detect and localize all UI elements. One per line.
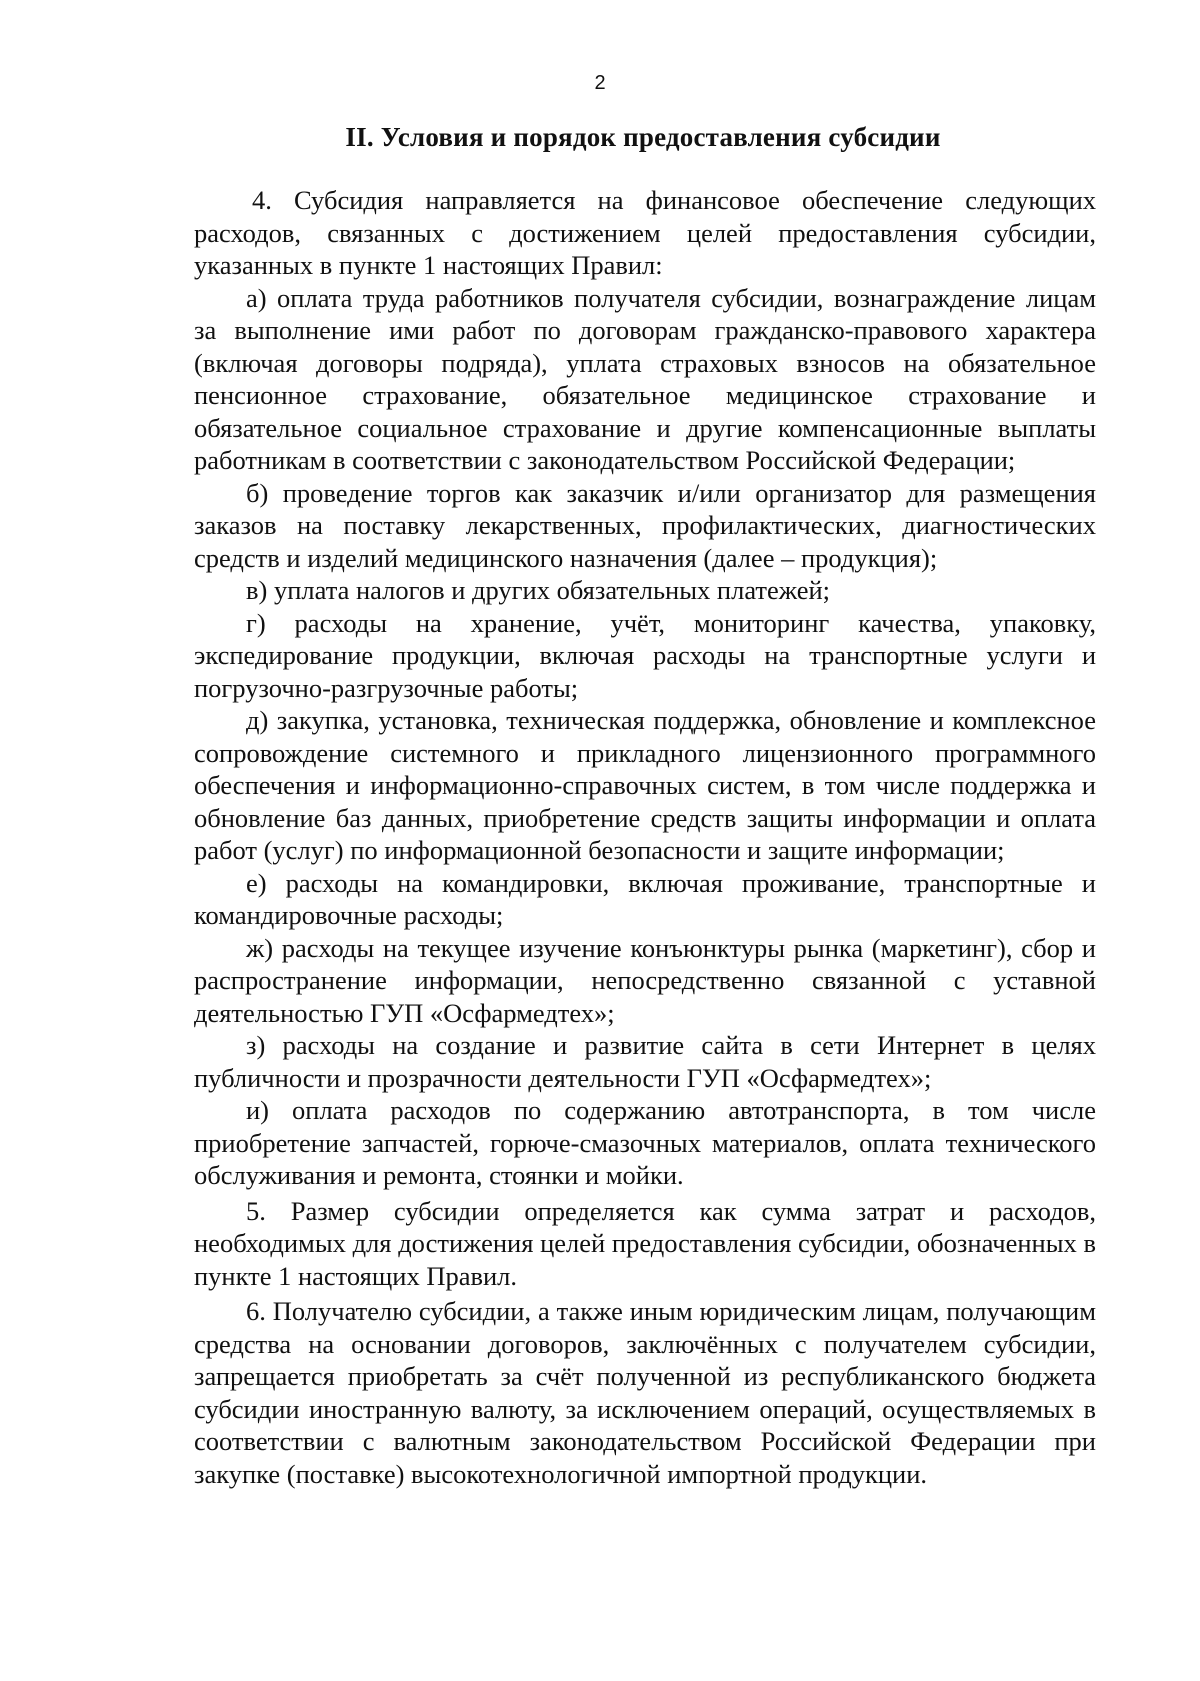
paragraph-4zh: ж) расходы на текущее изучение конъюнктуры рынка (маркетинг), сбор и распространение информации, непосредственно связанной с уставной деятельностью ГУП «Осфармедтех»; [194, 932, 1096, 1028]
paragraph-4z: з) расходы на создание и развитие сайта в сети Интернет в целях публичности и прозрачности деятельности ГУП «Осфармедтех»; [194, 1030, 1096, 1093]
paragraph-5: 5. Размер субсидии определяется как сумма затрат и расходов, необходимых для достижения целей предоставления субсидии, обозначенных в пункте 1 настоящих Правил. [194, 1195, 1096, 1291]
paragraph-4g: г) расходы на хранение, учёт, мониторинг качества, упаковку, экспедирование продукции, включая расходы на транспортные услуги и погрузочно-разгрузочные работы; [194, 607, 1096, 703]
paragraph-4d: д) закупка, установка, техническая поддержка, обновление и комплексное сопровождение системного и прикладного лицензионного программного обеспечения и информационно-справочных систем, в том числе поддержка и обновление баз данных, приобретение средств защиты информации и оплата работ (услуг) по информационной безопасности и защите информации; [194, 705, 1096, 865]
section-title: II. Условия и порядок предоставления субсидии [345, 122, 941, 152]
paragraph-6: 6. Получателю субсидии, а также иным юридическим лицам, получающим средства на основании договоров, заключённых с получателем субсидии, запрещается приобретать за счёт полученной из республиканского бюджета субсидии иностранную валюту, за исключением операций, осуществляемых в соответствии с валютным законодательством Российской Федерации при закупке (поставке) высокотехнологичной импортной продукции. [194, 1296, 1096, 1489]
document-body [194, 184, 1096, 1490]
paragraph-4: 4. Субсидия направляется на финансовое обеспечение следующих расходов, связанных с достижением целей предоставления субсидии, указанных в пункте 1 настоящих Правил: [194, 185, 1096, 280]
paragraph-4a: а) оплата труда работников получателя субсидии, вознаграждение лицам за выполнение ими работ по договорам гражданско-правового характера (включая договоры подряда), уплата страховых взносов на обязательное пенсионное страхование, обязательное медицинское страхование и обязательное социальное страхование и другие компенсационные выплаты работникам в соответствии с законодательством Российской Федерации; [194, 282, 1096, 475]
paragraph-4i: и) оплата расходов по содержанию автотранспорта, в том числе приобретение запчастей, горюче-смазочных материалов, оплата технического обслуживания и ремонта, стоянки и мойки. [194, 1095, 1096, 1190]
page-number: 2 [594, 72, 606, 94]
paragraph-4b: б) проведение торгов как заказчик и/или организатор для размещения заказов на поставку лекарственных, профилактических, диагностических средств и изделий медицинского назначения (далее – продукция); [194, 477, 1096, 573]
paragraph-4v: в) уплата налогов и других обязательных платежей; [246, 575, 831, 605]
paragraph-4e: е) расходы на командировки, включая проживание, транспортные и командировочные расходы; [194, 867, 1096, 930]
